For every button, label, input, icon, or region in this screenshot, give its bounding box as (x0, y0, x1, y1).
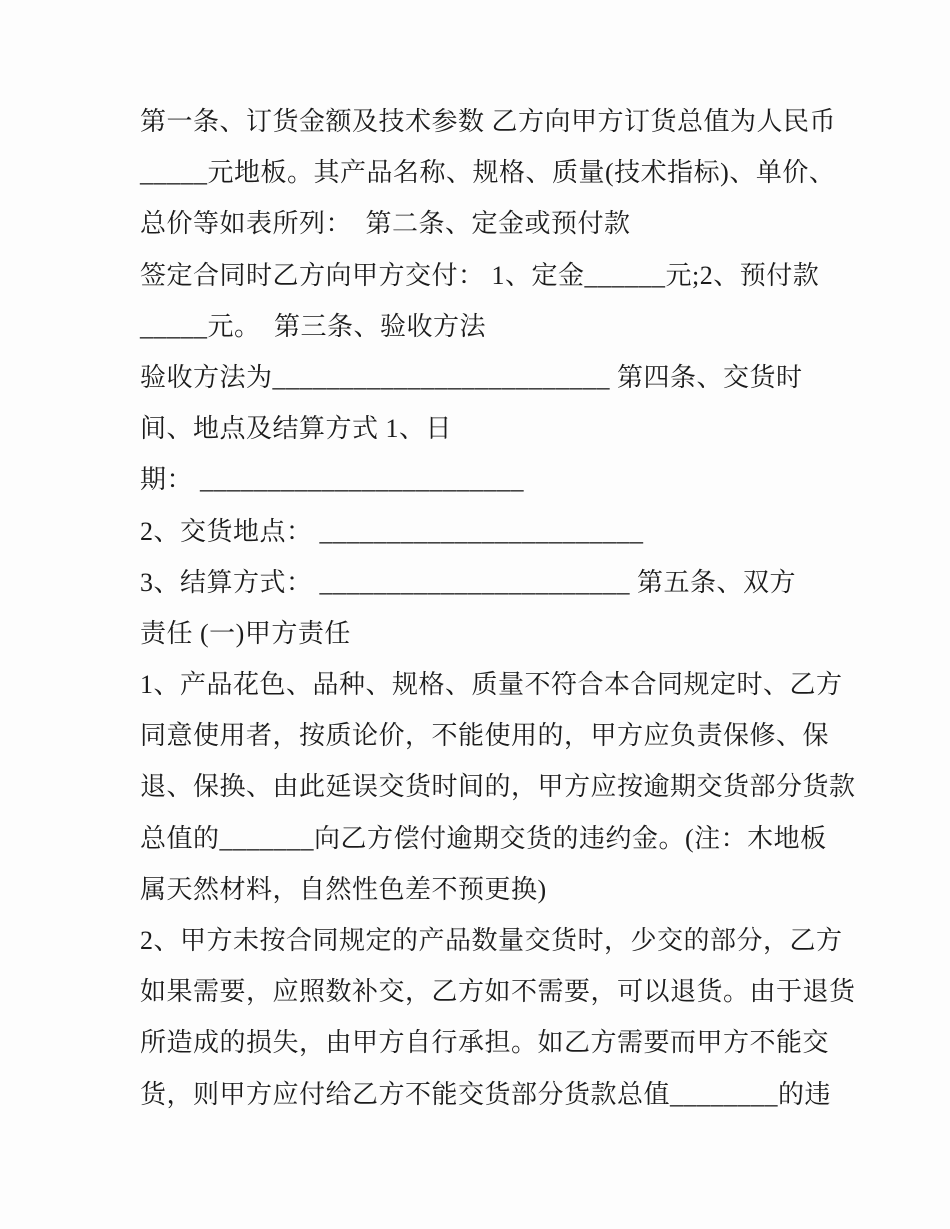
contract-line: 签定合同时乙方向甲方交付： 1、定金______元;2、预付款 (140, 260, 820, 290)
contract-line: 属天然材料，自然性色差不预更换) (140, 874, 547, 904)
contract-line: 如果需要，应照数补交，乙方如不需要，可以退货。由于退货 (140, 977, 856, 1007)
contract-line: 第一条、订货金额及技术参数 乙方向甲方订货总值为人民币 (140, 107, 837, 136)
contract-line: 验收方法为_________________________ 第四条、交货时 (140, 362, 803, 392)
contract-line: 2、甲方未按合同规定的产品数量交货时，少交的部分，乙方 (140, 926, 843, 955)
contract-line: 责任 (一)甲方责任 (140, 618, 351, 648)
contract-line: 2、交货地点： ________________________ (140, 516, 644, 546)
contract-line: _____元。 第三条、验收方法 (140, 311, 487, 341)
contract-text-block (140, 96, 880, 1120)
contract-line: 退、保换、由此延误交货时间的，甲方应按逾期交货部分货款 (140, 772, 856, 802)
contract-line: 货，则甲方应付给乙方不能交货部分货款总值________的违 (140, 1079, 832, 1109)
contract-line: 总价等如表所列： 第二条、定金或预付款 (140, 209, 631, 239)
contract-line: _____元地板。其产品名称、规格、质量(技术指标)、单价、 (140, 158, 836, 188)
contract-line: 1、产品花色、品种、规格、质量不符合本合同规定时、乙方 (140, 670, 843, 700)
contract-line: 间、地点及结算方式 1、日 (140, 414, 453, 444)
contract-line: 同意使用者，按质论价，不能使用的，甲方应负责保修、保 (140, 721, 830, 751)
contract-line: 3、结算方式： _______________________ 第五条、双方 (140, 567, 797, 597)
contract-line: 所造成的损失，由甲方自行承担。如乙方需要而甲方不能交 (140, 1028, 830, 1058)
contract-line: 期： ________________________ (140, 465, 525, 495)
contract-line: 总值的_______向乙方偿付逾期交货的违约金。(注：木地板 (140, 823, 827, 853)
